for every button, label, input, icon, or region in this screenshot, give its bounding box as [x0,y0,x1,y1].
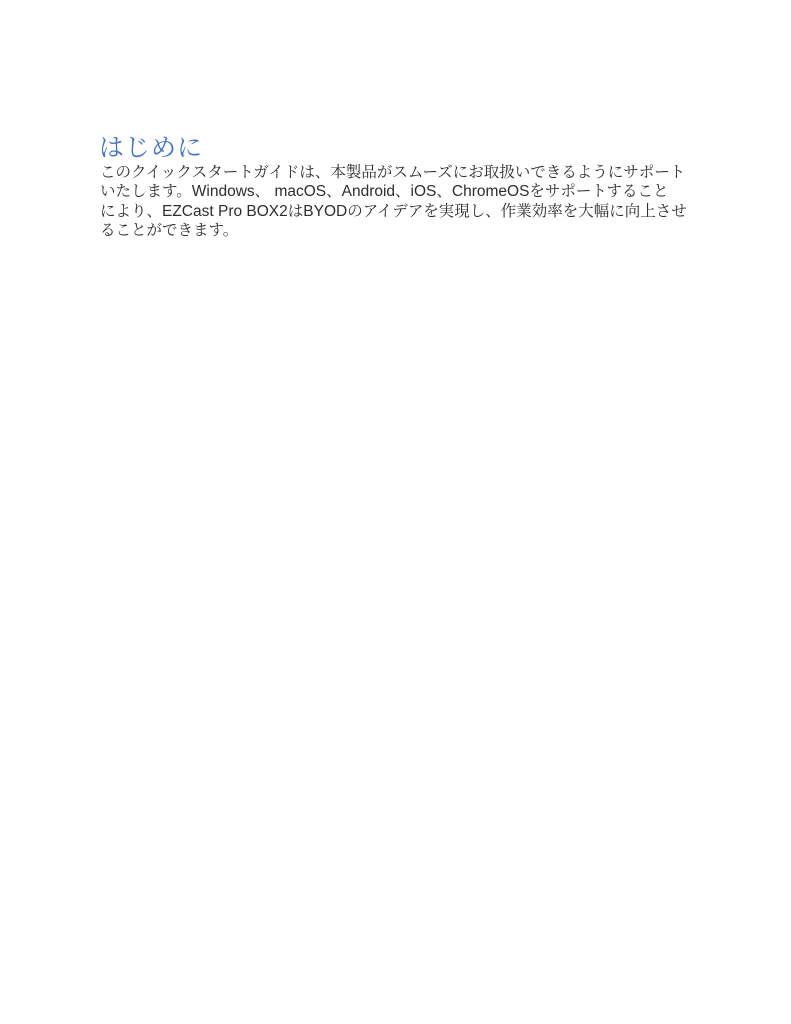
paragraph-line: いたします。Windows、 macOS、Android、iOS、ChromeOSをサポートすること [100,183,669,201]
paragraph-line: ることができます。 [100,222,239,240]
paragraph-line: このクイックスタートガイドは、本製品がスムーズにお取扱いできるようにサポート [100,164,686,181]
paragraph-line: により、EZCast Pro BOX2はBYODのアイデアを実現し、作業効率を大幅に向上させ [100,202,687,220]
section-heading: はじめに [99,134,204,162]
body-paragraph [100,163,705,241]
